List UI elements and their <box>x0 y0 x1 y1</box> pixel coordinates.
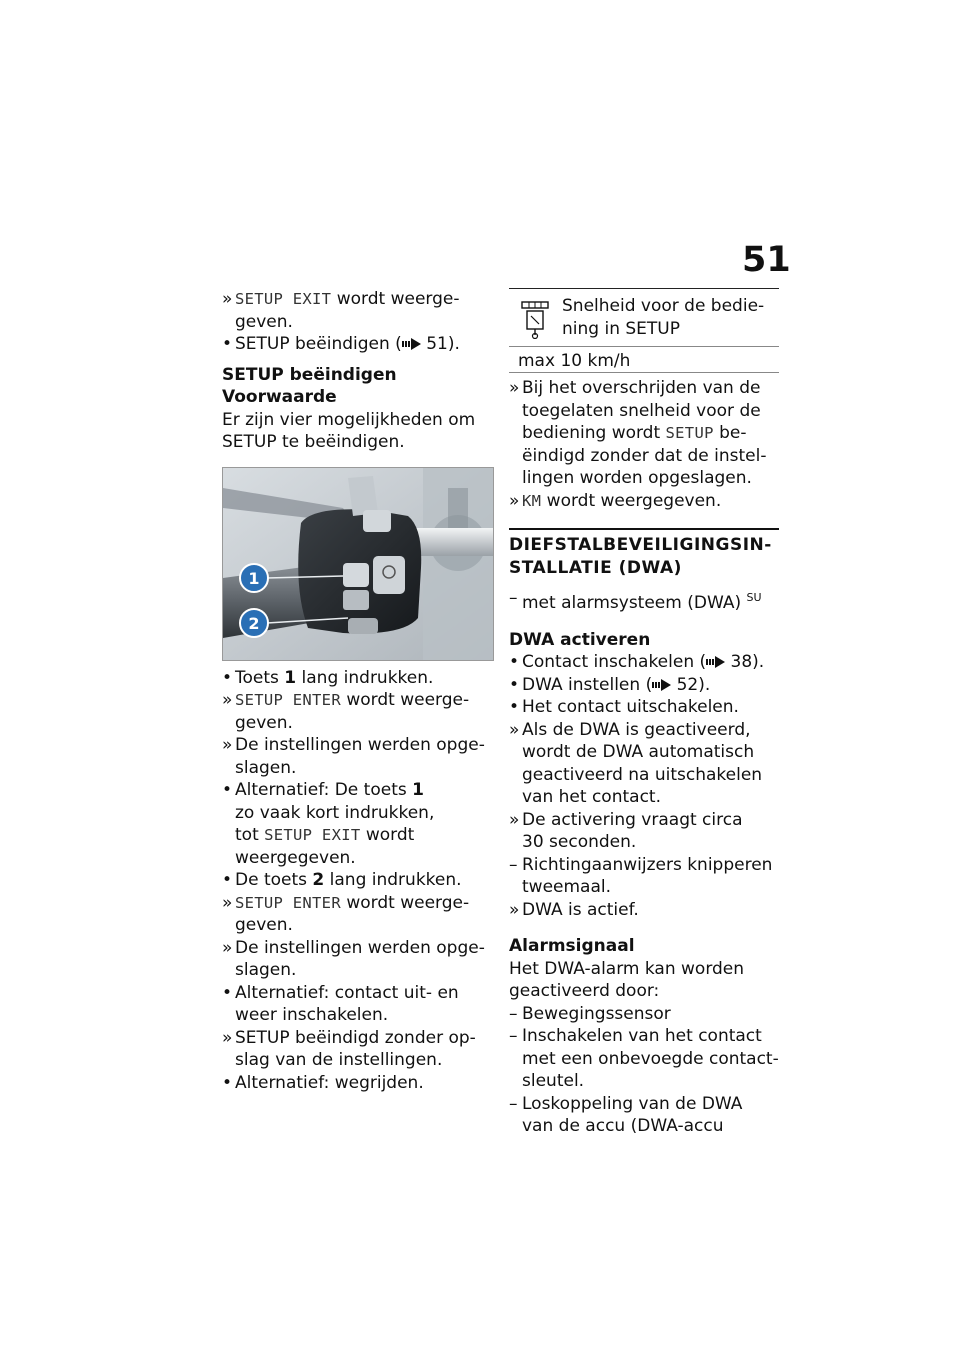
item-text: zo vaak kort indrukken, <box>235 802 435 823</box>
item-text: Bewegingssensor <box>522 1003 671 1024</box>
item-text: DWA is actief. <box>522 899 639 920</box>
item-text: Toets <box>235 667 285 688</box>
item-text: geactiveerd na uitschakelen <box>522 764 763 785</box>
subheading: Alarmsignaal <box>509 936 635 956</box>
bullet-marker: • <box>509 697 520 717</box>
item-text: Als de DWA is geactiveerd, <box>522 719 751 740</box>
bullet-marker: • <box>222 780 233 800</box>
display-code: SETUP ENTER <box>235 893 341 912</box>
item-text: lingen worden opgeslagen. <box>522 468 752 488</box>
bullet-marker: • <box>222 870 233 890</box>
spec-value: max 10 km/h <box>518 351 631 371</box>
item-text: wordt weerge- <box>340 690 470 710</box>
result-item <box>509 490 779 513</box>
item-text: slag van de instellingen. <box>235 1050 443 1070</box>
dash-item <box>509 1025 779 1093</box>
item-text: met een onbevoegde contact- <box>522 1048 779 1069</box>
item-text: wordt <box>360 825 415 845</box>
item-text: Alternatief: wegrijden. <box>235 1072 424 1093</box>
subheading: DWA activeren <box>509 629 651 650</box>
display-code: SETUP EXIT <box>264 826 361 844</box>
item-text: lang indrukken. <box>324 870 462 890</box>
result-item <box>509 899 779 922</box>
page-reference-arrow-icon <box>402 338 421 350</box>
result-item <box>222 937 494 982</box>
paragraph <box>222 409 494 454</box>
item-text: De toets <box>235 870 313 890</box>
bullet-marker: • <box>222 1072 233 1093</box>
item-text: tweemaal. <box>522 877 612 897</box>
key-number: 1 <box>412 780 424 800</box>
item-text: Bij het overschrijden van de <box>522 378 761 398</box>
bullet-marker: • <box>222 667 233 688</box>
bullet-item <box>222 1072 494 1095</box>
result-marker: » <box>509 899 520 920</box>
measurement-gauge-icon <box>521 301 549 339</box>
item-text: geven. <box>235 712 293 733</box>
paragraph-line: geactiveerd door: <box>509 981 660 1001</box>
bullet-marker: • <box>509 652 520 672</box>
item-text: Richtingaanwijzers knipperen <box>522 854 773 875</box>
bullet-marker: • <box>222 334 233 354</box>
item-text: 30 seconden. <box>522 832 637 852</box>
key-number: 1 <box>284 667 297 688</box>
result-marker: » <box>222 892 233 913</box>
item-text: be- <box>713 423 747 443</box>
item-text: De instellingen werden opge- <box>235 735 485 755</box>
item-text: Inschakelen van het contact <box>522 1026 762 1046</box>
item-text: De instellingen werden opge- <box>235 937 485 958</box>
result-item <box>222 734 494 779</box>
reference-page: 51). <box>420 334 460 354</box>
handlebar-illustration <box>223 468 493 660</box>
item-text: SETUP beëindigd zonder op- <box>235 1027 476 1048</box>
result-marker: » <box>222 690 233 710</box>
item-text: Contact inschakelen ( <box>522 652 707 672</box>
item-text: met alarmsysteem (DWA) <box>522 593 742 613</box>
item-text: weergegeven. <box>235 847 356 868</box>
section-title-line: STALLATIE (DWA) <box>509 557 682 578</box>
bullet-item <box>222 982 494 1027</box>
dash-marker: – <box>509 1003 518 1024</box>
page-reference-arrow-icon <box>706 656 725 668</box>
item-text: De activering vraagt circa <box>522 809 743 830</box>
right-column <box>509 288 779 1138</box>
paragraph <box>509 958 779 1003</box>
bullet-item <box>222 333 494 356</box>
result-marker: » <box>222 289 233 309</box>
item-text: slagen. <box>235 960 297 980</box>
bullet-item <box>222 667 494 690</box>
item-text: geven. <box>235 311 293 332</box>
result-marker: » <box>222 1027 233 1048</box>
item-text: geven. <box>235 915 293 935</box>
display-code: SETUP EXIT <box>235 290 332 308</box>
result-marker: » <box>222 735 233 755</box>
reference-page: 38). <box>725 652 765 672</box>
bullet-item <box>509 696 779 719</box>
item-text: van de accu (DWA-accu <box>522 1116 724 1136</box>
dash-marker: – <box>509 854 518 875</box>
callout-2-label: 2 <box>248 613 260 633</box>
paragraph-line: Het DWA-alarm kan worden <box>509 958 745 979</box>
handlebar-switch-photo <box>222 467 494 661</box>
spec-title: ning in SETUP <box>562 318 680 339</box>
result-marker: » <box>509 490 520 511</box>
section-header <box>509 528 779 579</box>
dash-marker: – <box>509 1093 518 1114</box>
section-title-line: DIEFSTALBEVEILIGINGSIN- <box>509 535 772 555</box>
section-heading: SETUP beëindigen <box>222 364 397 385</box>
item-text: wordt weergegeven. <box>541 490 722 511</box>
result-item <box>509 719 779 809</box>
key-number: 2 <box>312 870 325 890</box>
result-item <box>509 377 779 490</box>
callout-1-label: 1 <box>248 568 260 588</box>
paragraph-line: SETUP te beëindigen. <box>222 432 405 452</box>
spec-table-header <box>509 289 779 347</box>
item-text: sleutel. <box>522 1071 585 1091</box>
item-text: weer inschakelen. <box>235 1005 389 1025</box>
item-text: bediening wordt <box>522 423 666 443</box>
dash-marker: – <box>509 1026 518 1046</box>
result-item <box>222 892 494 937</box>
display-code: SETUP ENTER <box>235 691 341 709</box>
display-code: KM <box>522 491 542 510</box>
display-code: SETUP <box>665 424 714 442</box>
paragraph-line: Er zijn vier mogelijkheden om <box>222 409 476 430</box>
result-marker: » <box>509 719 520 740</box>
reference-page: 52). <box>671 674 711 695</box>
dash-item <box>509 587 779 615</box>
item-text: toegelaten snelheid voor de <box>522 400 761 421</box>
dash-item <box>509 1093 779 1138</box>
item-text: Het contact uitschakelen. <box>522 697 739 717</box>
spec-table <box>509 288 779 373</box>
subheading: Voorwaarde <box>222 387 337 407</box>
spec-title: Snelheid voor de bedie- <box>562 296 765 316</box>
item-text: slagen. <box>235 757 297 778</box>
item-text: SETUP beëindigen ( <box>235 334 402 354</box>
bullet-item <box>509 651 779 674</box>
result-item <box>222 288 494 333</box>
dash-item <box>509 1003 779 1026</box>
page-number: 51 <box>742 240 791 280</box>
item-text: ëindigd zonder dat de instel- <box>522 445 767 466</box>
result-item <box>222 1027 494 1072</box>
item-text: Alternatief: contact uit- en <box>235 982 459 1003</box>
result-item <box>222 689 494 734</box>
bullet-item <box>509 674 779 697</box>
bullet-item <box>222 779 494 869</box>
bullet-marker: • <box>222 982 233 1003</box>
item-text: Loskoppeling van de DWA <box>522 1093 743 1114</box>
item-text: wordt weerge- <box>340 892 470 913</box>
item-text: lang indrukken. <box>296 667 434 688</box>
result-marker: » <box>509 378 520 398</box>
result-item <box>509 809 779 854</box>
item-text: Alternatief: De toets <box>235 780 413 800</box>
item-text: wordt weerge- <box>331 289 460 309</box>
section-title <box>509 534 779 579</box>
result-marker: » <box>509 809 520 830</box>
equipment-code: SU <box>746 591 762 604</box>
item-text: DWA instellen ( <box>522 674 653 695</box>
dash-item <box>509 854 779 899</box>
page-reference-arrow-icon <box>652 679 671 691</box>
item-text: tot <box>235 825 265 845</box>
dash-marker: – <box>509 588 518 608</box>
item-text: van het contact. <box>522 787 661 807</box>
bullet-item <box>222 869 494 892</box>
item-text: wordt de DWA automatisch <box>522 742 755 762</box>
result-marker: » <box>222 937 233 958</box>
bullet-marker: • <box>509 674 520 695</box>
left-column <box>222 288 494 1094</box>
